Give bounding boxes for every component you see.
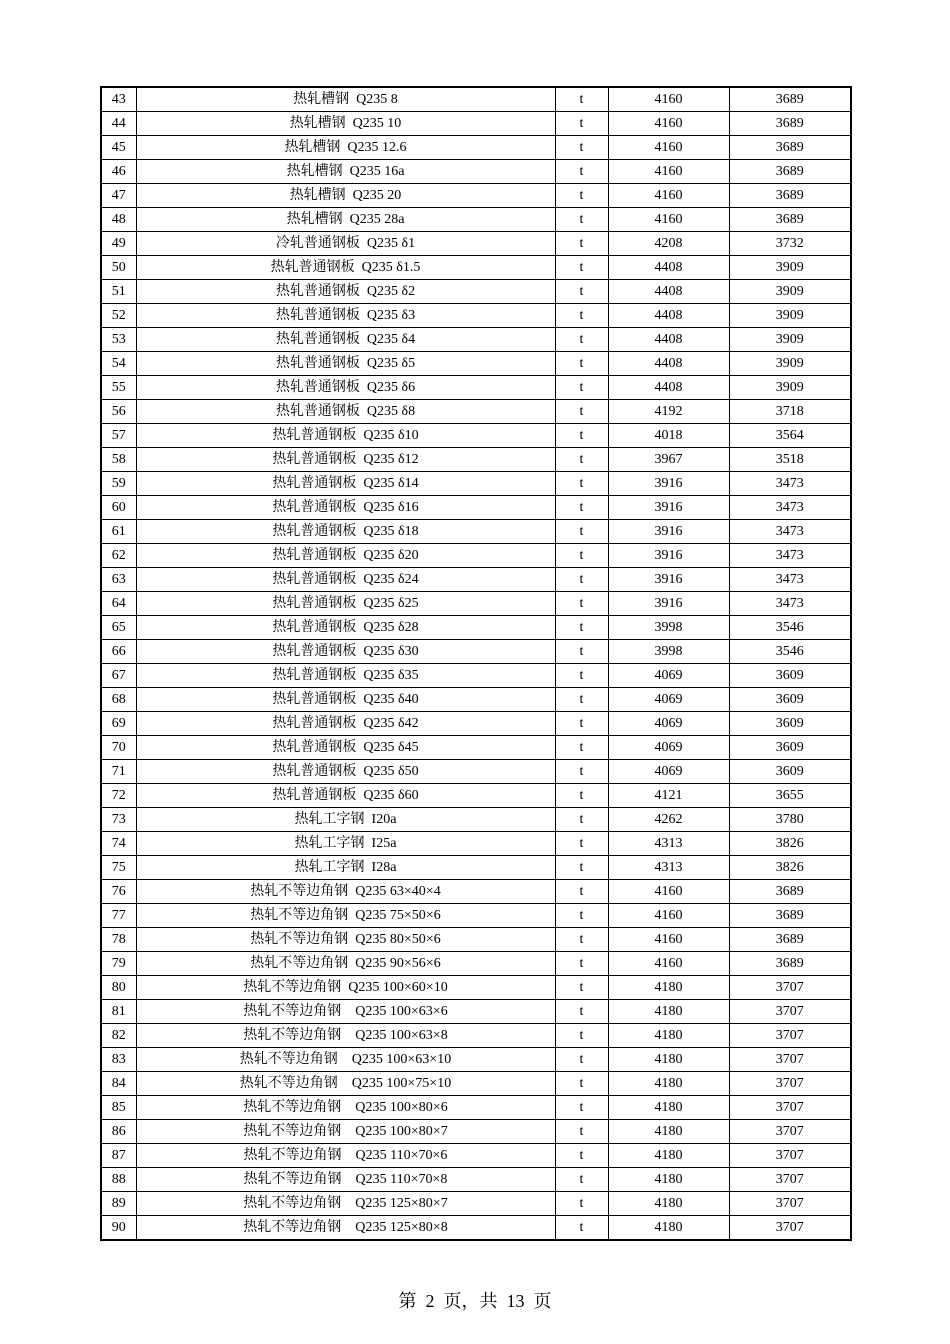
item-name-cell: 热轧普通钢板 Q235 δ2 [136,280,555,304]
price-cell: 4121 [608,784,729,808]
price-cell: 4160 [608,928,729,952]
item-name-cell: 热轧普通钢板 Q235 δ35 [136,664,555,688]
table-row [101,664,851,688]
unit-cell: t [555,1000,608,1024]
unit-cell: t [555,880,608,904]
unit-cell: t [555,424,608,448]
price-ex-tax-cell: 3689 [729,136,851,160]
item-name-cell: 热轧普通钢板 Q235 δ1.5 [136,256,555,280]
table-row [101,784,851,808]
unit-cell: t [555,664,608,688]
price-ex-tax-cell: 3609 [729,664,851,688]
row-number-cell: 69 [101,712,136,736]
table-row [101,928,851,952]
price-cell: 3916 [608,592,729,616]
price-cell: 4180 [608,1072,729,1096]
row-number-cell: 79 [101,952,136,976]
table-row [101,87,851,112]
price-ex-tax-cell: 3473 [729,520,851,544]
item-name-cell: 热轧不等边角钢 Q235 63×40×4 [136,880,555,904]
item-name-cell: 热轧槽钢 Q235 16a [136,160,555,184]
table-row [101,208,851,232]
table-row [101,448,851,472]
price-cell: 4208 [608,232,729,256]
item-name-cell: 热轧普通钢板 Q235 δ12 [136,448,555,472]
price-cell: 3967 [608,448,729,472]
row-number-cell: 66 [101,640,136,664]
item-name-cell: 热轧普通钢板 Q235 δ4 [136,328,555,352]
price-ex-tax-cell: 3909 [729,304,851,328]
price-ex-tax-cell: 3707 [729,1072,851,1096]
price-cell: 4180 [608,1096,729,1120]
row-number-cell: 65 [101,616,136,640]
item-name-cell: 热轧工字钢 I20a [136,808,555,832]
unit-cell: t [555,976,608,1000]
price-ex-tax-cell: 3909 [729,280,851,304]
price-ex-tax-cell: 3609 [729,712,851,736]
price-cell: 4069 [608,712,729,736]
unit-cell: t [555,856,608,880]
row-number-cell: 74 [101,832,136,856]
row-number-cell: 60 [101,496,136,520]
row-number-cell: 44 [101,112,136,136]
price-ex-tax-cell: 3707 [729,1048,851,1072]
row-number-cell: 67 [101,664,136,688]
item-name-cell: 热轧普通钢板 Q235 δ28 [136,616,555,640]
price-ex-tax-cell: 3707 [729,1192,851,1216]
table-row [101,904,851,928]
table-row [101,544,851,568]
row-number-cell: 52 [101,304,136,328]
price-ex-tax-cell: 3780 [729,808,851,832]
table-row [101,736,851,760]
unit-cell: t [555,1096,608,1120]
price-cell: 4408 [608,376,729,400]
price-ex-tax-cell: 3689 [729,880,851,904]
price-ex-tax-cell: 3718 [729,400,851,424]
price-ex-tax-cell: 3655 [729,784,851,808]
item-name-cell: 热轧普通钢板 Q235 δ14 [136,472,555,496]
item-name-cell: 热轧普通钢板 Q235 δ5 [136,352,555,376]
row-number-cell: 89 [101,1192,136,1216]
price-cell: 4192 [608,400,729,424]
price-table [100,86,852,1241]
table-row [101,976,851,1000]
row-number-cell: 56 [101,400,136,424]
item-name-cell: 热轧槽钢 Q235 28a [136,208,555,232]
table-row [101,328,851,352]
unit-cell: t [555,1072,608,1096]
price-cell: 4408 [608,280,729,304]
item-name-cell: 热轧不等边角钢 Q235 110×70×6 [136,1144,555,1168]
price-ex-tax-cell: 3707 [729,1024,851,1048]
table-row [101,1024,851,1048]
price-cell: 4180 [608,1048,729,1072]
unit-cell: t [555,712,608,736]
unit-cell: t [555,640,608,664]
table-row [101,1216,851,1241]
row-number-cell: 80 [101,976,136,1000]
unit-cell: t [555,544,608,568]
table-row [101,1120,851,1144]
price-ex-tax-cell: 3707 [729,1120,851,1144]
table-row [101,568,851,592]
row-number-cell: 46 [101,160,136,184]
row-number-cell: 59 [101,472,136,496]
price-ex-tax-cell: 3473 [729,568,851,592]
row-number-cell: 68 [101,688,136,712]
row-number-cell: 50 [101,256,136,280]
price-ex-tax-cell: 3689 [729,112,851,136]
price-ex-tax-cell: 3473 [729,544,851,568]
table-row [101,496,851,520]
unit-cell: t [555,280,608,304]
price-cell: 4180 [608,1024,729,1048]
unit-cell: t [555,376,608,400]
price-cell: 4313 [608,832,729,856]
item-name-cell: 热轧不等边角钢 Q235 75×50×6 [136,904,555,928]
row-number-cell: 55 [101,376,136,400]
item-name-cell: 热轧普通钢板 Q235 δ50 [136,760,555,784]
price-cell: 4408 [608,304,729,328]
unit-cell: t [555,520,608,544]
unit-cell: t [555,568,608,592]
item-name-cell: 热轧不等边角钢 Q235 100×63×10 [136,1048,555,1072]
table-row [101,592,851,616]
item-name-cell: 热轧不等边角钢 Q235 100×80×6 [136,1096,555,1120]
price-ex-tax-cell: 3689 [729,184,851,208]
unit-cell: t [555,904,608,928]
unit-cell: t [555,328,608,352]
item-name-cell: 热轧普通钢板 Q235 δ20 [136,544,555,568]
price-ex-tax-cell: 3909 [729,352,851,376]
price-ex-tax-cell: 3909 [729,328,851,352]
table-row [101,712,851,736]
price-ex-tax-cell: 3909 [729,256,851,280]
price-ex-tax-cell: 3707 [729,1096,851,1120]
item-name-cell: 热轧工字钢 I28a [136,856,555,880]
unit-cell: t [555,1144,608,1168]
item-name-cell: 热轧普通钢板 Q235 δ60 [136,784,555,808]
row-number-cell: 78 [101,928,136,952]
row-number-cell: 53 [101,328,136,352]
price-cell: 4160 [608,160,729,184]
price-ex-tax-cell: 3546 [729,616,851,640]
table-row [101,832,851,856]
row-number-cell: 49 [101,232,136,256]
row-number-cell: 70 [101,736,136,760]
price-cell: 4069 [608,736,729,760]
row-number-cell: 61 [101,520,136,544]
price-ex-tax-cell: 3546 [729,640,851,664]
unit-cell: t [555,592,608,616]
price-cell: 4408 [608,328,729,352]
unit-cell: t [555,808,608,832]
price-cell: 3916 [608,496,729,520]
item-name-cell: 热轧普通钢板 Q235 δ18 [136,520,555,544]
item-name-cell: 热轧不等边角钢 Q235 100×63×6 [136,1000,555,1024]
row-number-cell: 45 [101,136,136,160]
row-number-cell: 82 [101,1024,136,1048]
row-number-cell: 83 [101,1048,136,1072]
price-ex-tax-cell: 3707 [729,1000,851,1024]
unit-cell: t [555,832,608,856]
item-name-cell: 热轧普通钢板 Q235 δ30 [136,640,555,664]
unit-cell: t [555,400,608,424]
price-cell: 4180 [608,976,729,1000]
unit-cell: t [555,1192,608,1216]
price-cell: 4313 [608,856,729,880]
price-cell: 4180 [608,1192,729,1216]
item-name-cell: 热轧普通钢板 Q235 δ45 [136,736,555,760]
unit-cell: t [555,1216,608,1241]
row-number-cell: 63 [101,568,136,592]
table-row [101,1168,851,1192]
item-name-cell: 热轧不等边角钢 Q235 100×80×7 [136,1120,555,1144]
price-cell: 4408 [608,256,729,280]
row-number-cell: 71 [101,760,136,784]
table-row [101,880,851,904]
price-ex-tax-cell: 3826 [729,856,851,880]
price-ex-tax-cell: 3473 [729,592,851,616]
table-row [101,1096,851,1120]
unit-cell: t [555,472,608,496]
page-number-footer: 第 2 页，共 13 页 [398,1291,552,1311]
price-ex-tax-cell: 3518 [729,448,851,472]
item-name-cell: 热轧不等边角钢 Q235 80×50×6 [136,928,555,952]
unit-cell: t [555,688,608,712]
unit-cell: t [555,136,608,160]
row-number-cell: 43 [101,87,136,112]
price-cell: 4160 [608,87,729,112]
unit-cell: t [555,232,608,256]
price-cell: 4160 [608,904,729,928]
item-name-cell: 热轧不等边角钢 Q235 110×70×8 [136,1168,555,1192]
table-row [101,184,851,208]
table-row [101,808,851,832]
item-name-cell: 热轧不等边角钢 Q235 100×75×10 [136,1072,555,1096]
price-ex-tax-cell: 3609 [729,736,851,760]
unit-cell: t [555,448,608,472]
table-row [101,640,851,664]
item-name-cell: 热轧槽钢 Q235 10 [136,112,555,136]
item-name-cell: 热轧普通钢板 Q235 δ40 [136,688,555,712]
table-row [101,160,851,184]
price-cell: 4408 [608,352,729,376]
row-number-cell: 76 [101,880,136,904]
price-cell: 4160 [608,880,729,904]
table-row [101,1144,851,1168]
item-name-cell: 热轧不等边角钢 Q235 100×60×10 [136,976,555,1000]
unit-cell: t [555,496,608,520]
table-row [101,856,851,880]
table-row [101,520,851,544]
price-ex-tax-cell: 3826 [729,832,851,856]
item-name-cell: 热轧普通钢板 Q235 δ25 [136,592,555,616]
price-cell: 4180 [608,1144,729,1168]
table-row [101,1192,851,1216]
item-name-cell: 冷轧普通钢板 Q235 δ1 [136,232,555,256]
price-ex-tax-cell: 3689 [729,904,851,928]
table-row [101,232,851,256]
unit-cell: t [555,1120,608,1144]
row-number-cell: 47 [101,184,136,208]
price-cell: 3916 [608,568,729,592]
price-ex-tax-cell: 3689 [729,208,851,232]
table-row [101,472,851,496]
row-number-cell: 86 [101,1120,136,1144]
row-number-cell: 90 [101,1216,136,1241]
table-row [101,424,851,448]
unit-cell: t [555,952,608,976]
item-name-cell: 热轧工字钢 I25a [136,832,555,856]
price-cell: 3916 [608,520,729,544]
item-name-cell: 热轧普通钢板 Q235 δ3 [136,304,555,328]
unit-cell: t [555,184,608,208]
row-number-cell: 77 [101,904,136,928]
table-row [101,256,851,280]
price-ex-tax-cell: 3473 [729,472,851,496]
price-cell: 4069 [608,760,729,784]
table-row [101,112,851,136]
unit-cell: t [555,87,608,112]
row-number-cell: 48 [101,208,136,232]
table-row [101,616,851,640]
price-ex-tax-cell: 3909 [729,376,851,400]
unit-cell: t [555,760,608,784]
table-row [101,760,851,784]
table-row [101,376,851,400]
row-number-cell: 87 [101,1144,136,1168]
price-ex-tax-cell: 3689 [729,952,851,976]
price-cell: 4160 [608,136,729,160]
item-name-cell: 热轧普通钢板 Q235 δ10 [136,424,555,448]
unit-cell: t [555,112,608,136]
price-ex-tax-cell: 3707 [729,1216,851,1241]
table-row [101,280,851,304]
item-name-cell: 热轧普通钢板 Q235 δ42 [136,712,555,736]
unit-cell: t [555,616,608,640]
row-number-cell: 73 [101,808,136,832]
unit-cell: t [555,208,608,232]
price-ex-tax-cell: 3707 [729,976,851,1000]
price-cell: 4180 [608,1000,729,1024]
unit-cell: t [555,1048,608,1072]
item-name-cell: 热轧不等边角钢 Q235 125×80×8 [136,1216,555,1241]
unit-cell: t [555,1024,608,1048]
price-ex-tax-cell: 3732 [729,232,851,256]
price-cell: 4160 [608,112,729,136]
row-number-cell: 88 [101,1168,136,1192]
unit-cell: t [555,784,608,808]
price-cell: 3998 [608,640,729,664]
price-cell: 4160 [608,184,729,208]
unit-cell: t [555,1168,608,1192]
price-cell: 4160 [608,952,729,976]
price-ex-tax-cell: 3689 [729,160,851,184]
item-name-cell: 热轧普通钢板 Q235 δ6 [136,376,555,400]
price-cell: 3916 [608,472,729,496]
row-number-cell: 72 [101,784,136,808]
table-row [101,352,851,376]
price-ex-tax-cell: 3609 [729,688,851,712]
unit-cell: t [555,304,608,328]
row-number-cell: 57 [101,424,136,448]
row-number-cell: 58 [101,448,136,472]
table-row [101,400,851,424]
price-cell: 4180 [608,1168,729,1192]
price-cell: 4160 [608,208,729,232]
item-name-cell: 热轧不等边角钢 Q235 125×80×7 [136,1192,555,1216]
row-number-cell: 85 [101,1096,136,1120]
row-number-cell: 51 [101,280,136,304]
row-number-cell: 64 [101,592,136,616]
price-cell: 4262 [608,808,729,832]
item-name-cell: 热轧普通钢板 Q235 δ8 [136,400,555,424]
unit-cell: t [555,160,608,184]
table-row [101,1072,851,1096]
price-cell: 3998 [608,616,729,640]
row-number-cell: 75 [101,856,136,880]
price-ex-tax-cell: 3689 [729,928,851,952]
price-ex-tax-cell: 3689 [729,87,851,112]
item-name-cell: 热轧槽钢 Q235 12.6 [136,136,555,160]
item-name-cell: 热轧不等边角钢 Q235 100×63×8 [136,1024,555,1048]
price-cell: 4069 [608,688,729,712]
item-name-cell: 热轧普通钢板 Q235 δ16 [136,496,555,520]
row-number-cell: 54 [101,352,136,376]
price-cell: 4180 [608,1216,729,1241]
price-table-body [101,87,851,1240]
table-row [101,688,851,712]
price-ex-tax-cell: 3707 [729,1168,851,1192]
price-cell: 4069 [608,664,729,688]
table-row [101,952,851,976]
price-ex-tax-cell: 3609 [729,760,851,784]
unit-cell: t [555,256,608,280]
table-row [101,1048,851,1072]
item-name-cell: 热轧槽钢 Q235 20 [136,184,555,208]
price-ex-tax-cell: 3707 [729,1144,851,1168]
price-ex-tax-cell: 3473 [729,496,851,520]
row-number-cell: 81 [101,1000,136,1024]
unit-cell: t [555,736,608,760]
table-row [101,136,851,160]
unit-cell: t [555,928,608,952]
item-name-cell: 热轧槽钢 Q235 8 [136,87,555,112]
price-cell: 4180 [608,1120,729,1144]
table-row [101,1000,851,1024]
price-ex-tax-cell: 3564 [729,424,851,448]
item-name-cell: 热轧不等边角钢 Q235 90×56×6 [136,952,555,976]
unit-cell: t [555,352,608,376]
price-cell: 4018 [608,424,729,448]
row-number-cell: 84 [101,1072,136,1096]
price-cell: 3916 [608,544,729,568]
table-row [101,304,851,328]
item-name-cell: 热轧普通钢板 Q235 δ24 [136,568,555,592]
row-number-cell: 62 [101,544,136,568]
